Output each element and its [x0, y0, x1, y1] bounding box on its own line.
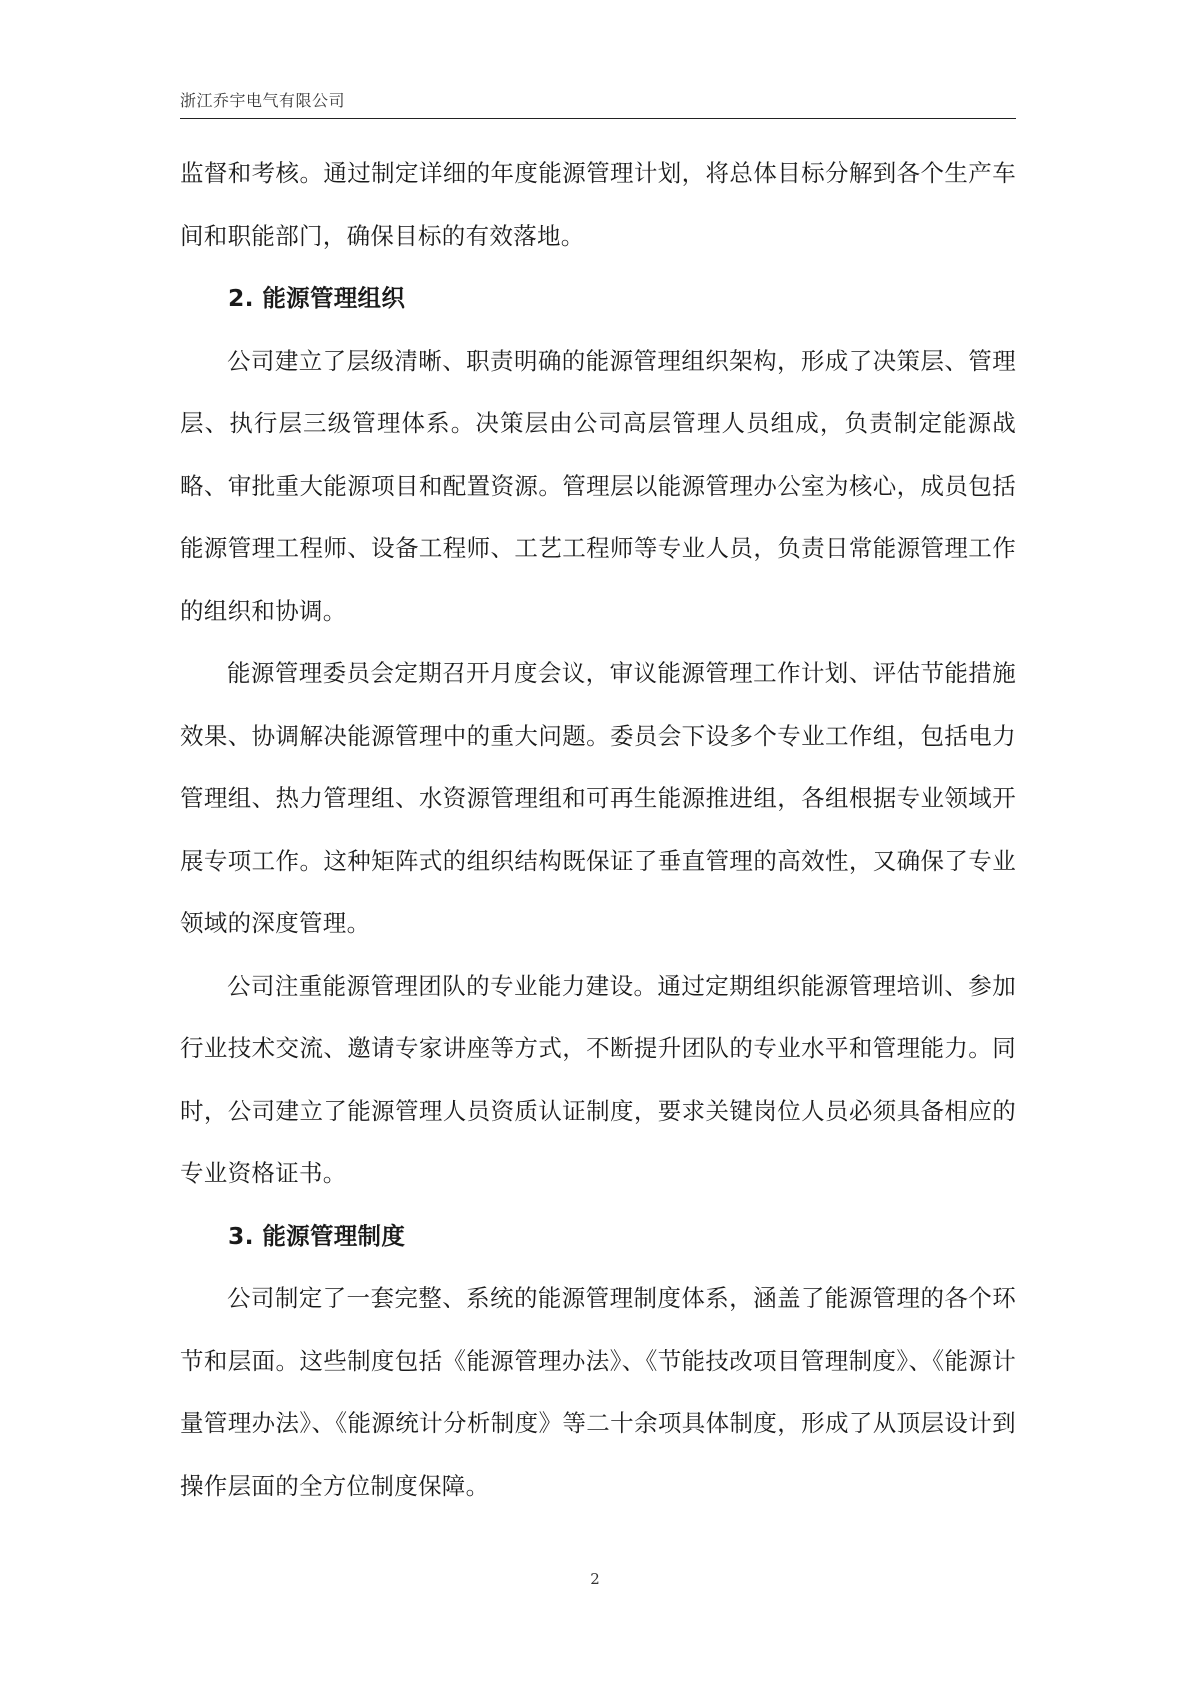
section-heading-energy-system: 3. 能源管理制度 [228, 1221, 406, 1250]
document-body [180, 142, 1016, 1517]
paragraph-management-system: 公司制定了一套完整、系统的能源管理制度体系，涵盖了能源管理的各个环节和层面。这些制度包括《能源管理办法》、《节能技改项目管理制度》、《能源计量管理办法》、《能源统计分析制度》等二十余项具体制度，形成了从顶层设计到操作层面的全方位制度保障。 [180, 1284, 1016, 1500]
paragraph-continuation: 监督和考核。通过制定详细的年度能源管理计划，将总体目标分解到各个生产车间和职能部门，确保目标的有效落地。 [180, 159, 1016, 250]
paragraph-committee: 能源管理委员会定期召开月度会议，审议能源管理工作计划、评估节能措施效果、协调解决能源管理中的重大问题。委员会下设多个专业工作组，包括电力管理组、热力管理组、水资源管理组和可再生能源推进组，各组根据专业领域开展专项工作。这种矩阵式的组织结构既保证了垂直管理的高效性，又确保了专业领域的深度管理。 [180, 659, 1016, 937]
section-heading-energy-organization: 2. 能源管理组织 [228, 284, 406, 312]
page-header [180, 86, 1016, 119]
page-number: 2 [590, 1570, 600, 1588]
paragraph-organization-structure: 公司建立了层级清晰、职责明确的能源管理组织架构，形成了决策层、管理层、执行层三级管理体系。决策层由公司高层管理人员组成，负责制定能源战略、审批重大能源项目和配置资源。管理层以能源管理办公室为核心，成员包括能源管理工程师、设备工程师、工艺工程师等专业人员，负责日常能源管理工作的组织和协调。 [180, 346, 1016, 625]
header-company-name: 浙江乔宇电气有限公司 [180, 91, 346, 110]
paragraph-team-capability: 公司注重能源管理团队的专业能力建设。通过定期组织能源管理培训、参加行业技术交流、邀请专家讲座等方式，不断提升团队的专业水平和管理能力。同时，公司建立了能源管理人员资质认证制度，要求关键岗位人员必须具备相应的专业资格证书。 [180, 971, 1016, 1187]
